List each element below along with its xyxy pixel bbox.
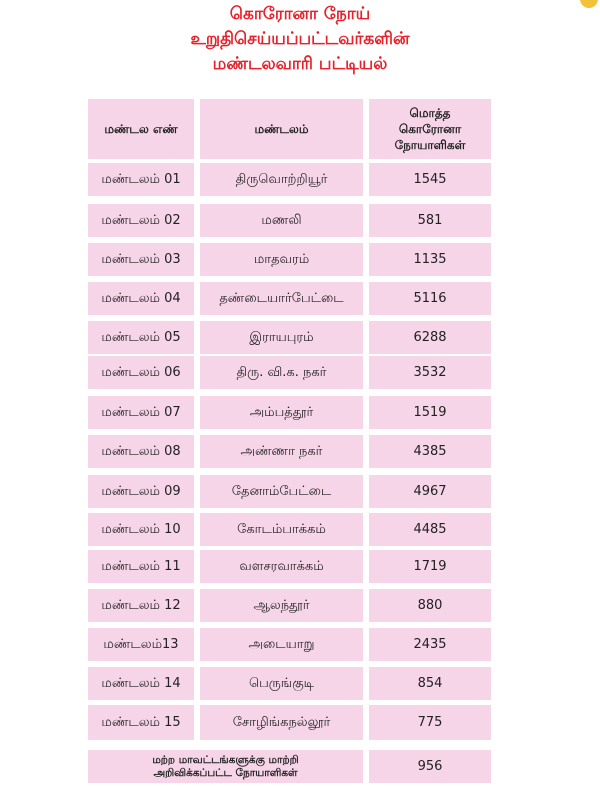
table-row-zone-no: மண்டலம் 09 — [88, 475, 194, 508]
table-row-zone-name: அண்ணா நகர் — [200, 435, 363, 468]
table-row-count: 880 — [369, 589, 491, 622]
table-row-zone-no: மண்டலம் 04 — [88, 282, 194, 315]
table-row-zone-name: கோடம்பாக்கம் — [200, 513, 363, 546]
table-row-zone-no: மண்டலம் 10 — [88, 513, 194, 546]
table-row-zone-no: மண்டலம் 03 — [88, 243, 194, 276]
header-total-line-2: கொரோனா — [398, 122, 462, 136]
table-row-zone-name: வளசரவாக்கம் — [200, 550, 363, 583]
table-row-count: 2435 — [369, 628, 491, 661]
table-row-zone-name: தண்டையார்பேட்டை — [200, 282, 363, 315]
table-row-count: 1545 — [369, 163, 491, 196]
table-row-zone-name: அம்பத்தூர் — [200, 396, 363, 429]
table-row-count: 5116 — [369, 282, 491, 315]
table-row-count: 775 — [369, 705, 491, 740]
table-row-count: 1519 — [369, 396, 491, 429]
header-total-line-1: மொத்த — [409, 106, 451, 120]
table-row-count: 4967 — [369, 475, 491, 508]
header-total-line-3: நோயாளிகள் — [394, 138, 466, 152]
table-row-zone-name: இராயபுரம் — [200, 321, 363, 354]
table-row-zone-name: அடையாறு — [200, 628, 363, 661]
title-line-2: உறுதிசெய்யப்பட்டவர்களின் — [190, 29, 410, 49]
table-row-zone-name: தேனாம்பேட்டை — [200, 475, 363, 508]
table-row-count: 581 — [369, 204, 491, 237]
page-title — [0, 2, 600, 77]
table-row-zone-name: திரு. வி.க. நகர் — [200, 356, 363, 389]
table-row-zone-no: மண்டலம் 05 — [88, 321, 194, 354]
table-row-zone-no: மண்டலம் 01 — [88, 163, 194, 196]
table-row-count: 4485 — [369, 513, 491, 546]
table-row-count: 6288 — [369, 321, 491, 354]
header-zone-no: மண்டல எண் — [88, 99, 194, 159]
transferred-label-line-2: அறிவிக்கப்பட்ட நோயாளிகள் — [153, 766, 298, 779]
table-row-zone-name: மாதவரம் — [200, 243, 363, 276]
table-row-zone-no: மண்டலம் 12 — [88, 589, 194, 622]
table-row-count: 1719 — [369, 550, 491, 583]
table-row-zone-name: ஆலந்தூர் — [200, 589, 363, 622]
header-total — [369, 99, 491, 159]
table-row-zone-no: மண்டலம்13 — [88, 628, 194, 661]
table-row-zone-name: மணலி — [200, 204, 363, 237]
table-row-count: 1135 — [369, 243, 491, 276]
table-row-zone-name: திருவொற்றியூர் — [200, 163, 363, 196]
table-row-zone-name: சோழிங்கநல்லூர் — [200, 705, 363, 740]
table-row-count: 3532 — [369, 356, 491, 389]
title-line-3: மண்டலவாரி பட்டியல் — [212, 54, 388, 74]
table-row-zone-no: மண்டலம் 11 — [88, 550, 194, 583]
table-row-zone-no: மண்டலம் 08 — [88, 435, 194, 468]
table-row-count: 854 — [369, 667, 491, 700]
table-row-zone-no: மண்டலம் 14 — [88, 667, 194, 700]
table-row-count: 4385 — [369, 435, 491, 468]
header-zone: மண்டலம் — [200, 99, 363, 159]
table-row-zone-no: மண்டலம் 15 — [88, 705, 194, 740]
transferred-label-line-1: மற்ற மாவட்டங்களுக்கு மாற்றி — [152, 753, 299, 766]
table-row-zone-no: மண்டலம் 07 — [88, 396, 194, 429]
table-row-zone-no: மண்டலம் 06 — [88, 356, 194, 389]
table-row-zone-name: பெருங்குடி — [200, 667, 363, 700]
transferred-count: 956 — [369, 750, 491, 783]
title-line-1: கொரோனா நோய் — [229, 4, 371, 24]
transferred-label — [88, 750, 363, 783]
table-row-zone-no: மண்டலம் 02 — [88, 204, 194, 237]
